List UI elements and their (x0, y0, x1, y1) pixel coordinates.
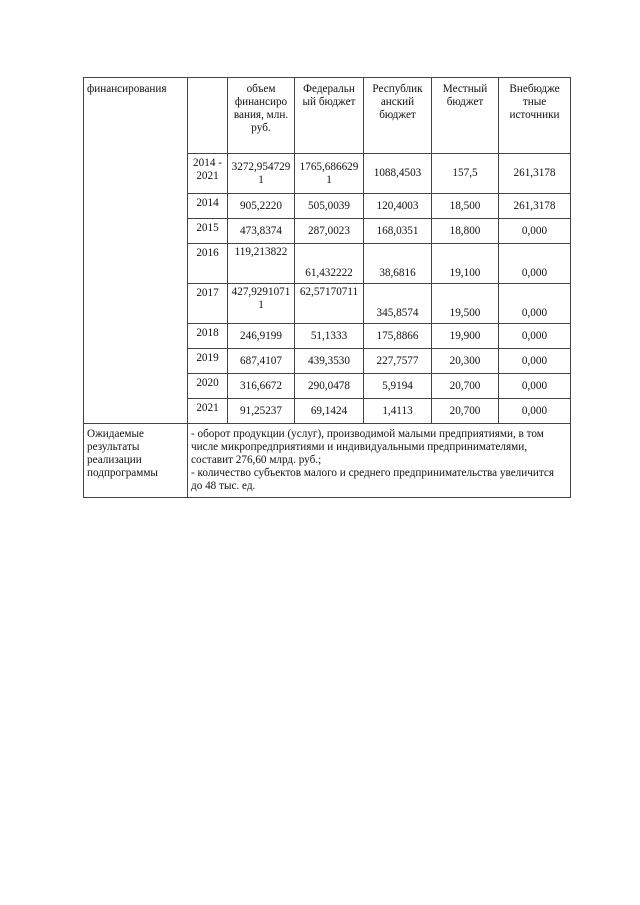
offbudget-cell: 0,000 (499, 399, 571, 424)
header-republic: Республик анский бюджет (364, 78, 432, 154)
header-federal: Федеральн ый бюджет (295, 78, 364, 154)
republic-cell: 5,9194 (364, 374, 432, 399)
local-cell: 18,500 (432, 194, 499, 219)
federal-cell: 62,57170711 (295, 284, 364, 324)
federal-cell: 51,1333 (295, 324, 364, 349)
header-offbudget: Внебюдже тные источники (499, 78, 571, 154)
results-text (188, 424, 571, 498)
year-cell: 2020 (188, 374, 228, 399)
federal-cell: 505,0039 (295, 194, 364, 219)
total-cell: 119,213822 (228, 244, 295, 284)
header-row (84, 78, 571, 154)
republic-cell: 38,6816 (364, 244, 432, 284)
federal-cell: 290,0478 (295, 374, 364, 399)
financing-label: финансирования (84, 78, 188, 424)
offbudget-cell: 261,3178 (499, 154, 571, 194)
local-cell: 19,500 (432, 284, 499, 324)
offbudget-cell: 261,3178 (499, 194, 571, 219)
federal-cell: 1765,6866291 (295, 154, 364, 194)
total-cell: 473,8374 (228, 219, 295, 244)
header-local: Местный бюджет (432, 78, 499, 154)
results-line-2: - количество субъектов малого и среднего предпринимательства увеличится до 48 тыс. ед. (191, 467, 555, 492)
results-line-1: - оборот продукции (услуг), производимой малыми предприятиями, в том числе микропредприятиями и индивидуальными предпринимателями, составит 276,60 млрд. руб.; (191, 428, 544, 466)
total-cell: 3272,9547291 (228, 154, 295, 194)
offbudget-cell: 0,000 (499, 244, 571, 284)
local-cell: 20,300 (432, 349, 499, 374)
year-cell: 2018 (188, 324, 228, 349)
local-cell: 157,5 (432, 154, 499, 194)
offbudget-cell: 0,000 (499, 374, 571, 399)
total-cell: 687,4107 (228, 349, 295, 374)
republic-cell: 168,0351 (364, 219, 432, 244)
total-cell: 316,6672 (228, 374, 295, 399)
header-year (188, 78, 228, 154)
year-cell: 2019 (188, 349, 228, 374)
offbudget-cell: 0,000 (499, 219, 571, 244)
total-cell: 91,25237 (228, 399, 295, 424)
year-cell: 2014 - 2021 (188, 154, 228, 194)
year-cell: 2014 (188, 194, 228, 219)
total-cell: 246,9199 (228, 324, 295, 349)
financing-table (83, 77, 571, 498)
federal-cell: 69,1424 (295, 399, 364, 424)
republic-cell: 345,8574 (364, 284, 432, 324)
republic-cell: 1,4113 (364, 399, 432, 424)
local-cell: 19,900 (432, 324, 499, 349)
republic-cell: 175,8866 (364, 324, 432, 349)
offbudget-cell: 0,000 (499, 349, 571, 374)
year-cell: 2016 (188, 244, 228, 284)
republic-cell: 120,4003 (364, 194, 432, 219)
total-cell: 905,2220 (228, 194, 295, 219)
local-cell: 19,100 (432, 244, 499, 284)
results-row (84, 424, 571, 498)
offbudget-cell: 0,000 (499, 284, 571, 324)
results-label: Ожидаемые результаты реализации подпрограммы (84, 424, 188, 498)
local-cell: 18,800 (432, 219, 499, 244)
header-total: объем финансиро вания, млн. руб. (228, 78, 295, 154)
total-cell: 427,92910711 (228, 284, 295, 324)
local-cell: 20,700 (432, 399, 499, 424)
republic-cell: 227,7577 (364, 349, 432, 374)
year-cell: 2021 (188, 399, 228, 424)
federal-cell: 61,432222 (295, 244, 364, 284)
offbudget-cell: 0,000 (499, 324, 571, 349)
local-cell: 20,700 (432, 374, 499, 399)
year-cell: 2015 (188, 219, 228, 244)
federal-cell: 439,3530 (295, 349, 364, 374)
republic-cell: 1088,4503 (364, 154, 432, 194)
federal-cell: 287,0023 (295, 219, 364, 244)
year-cell: 2017 (188, 284, 228, 324)
